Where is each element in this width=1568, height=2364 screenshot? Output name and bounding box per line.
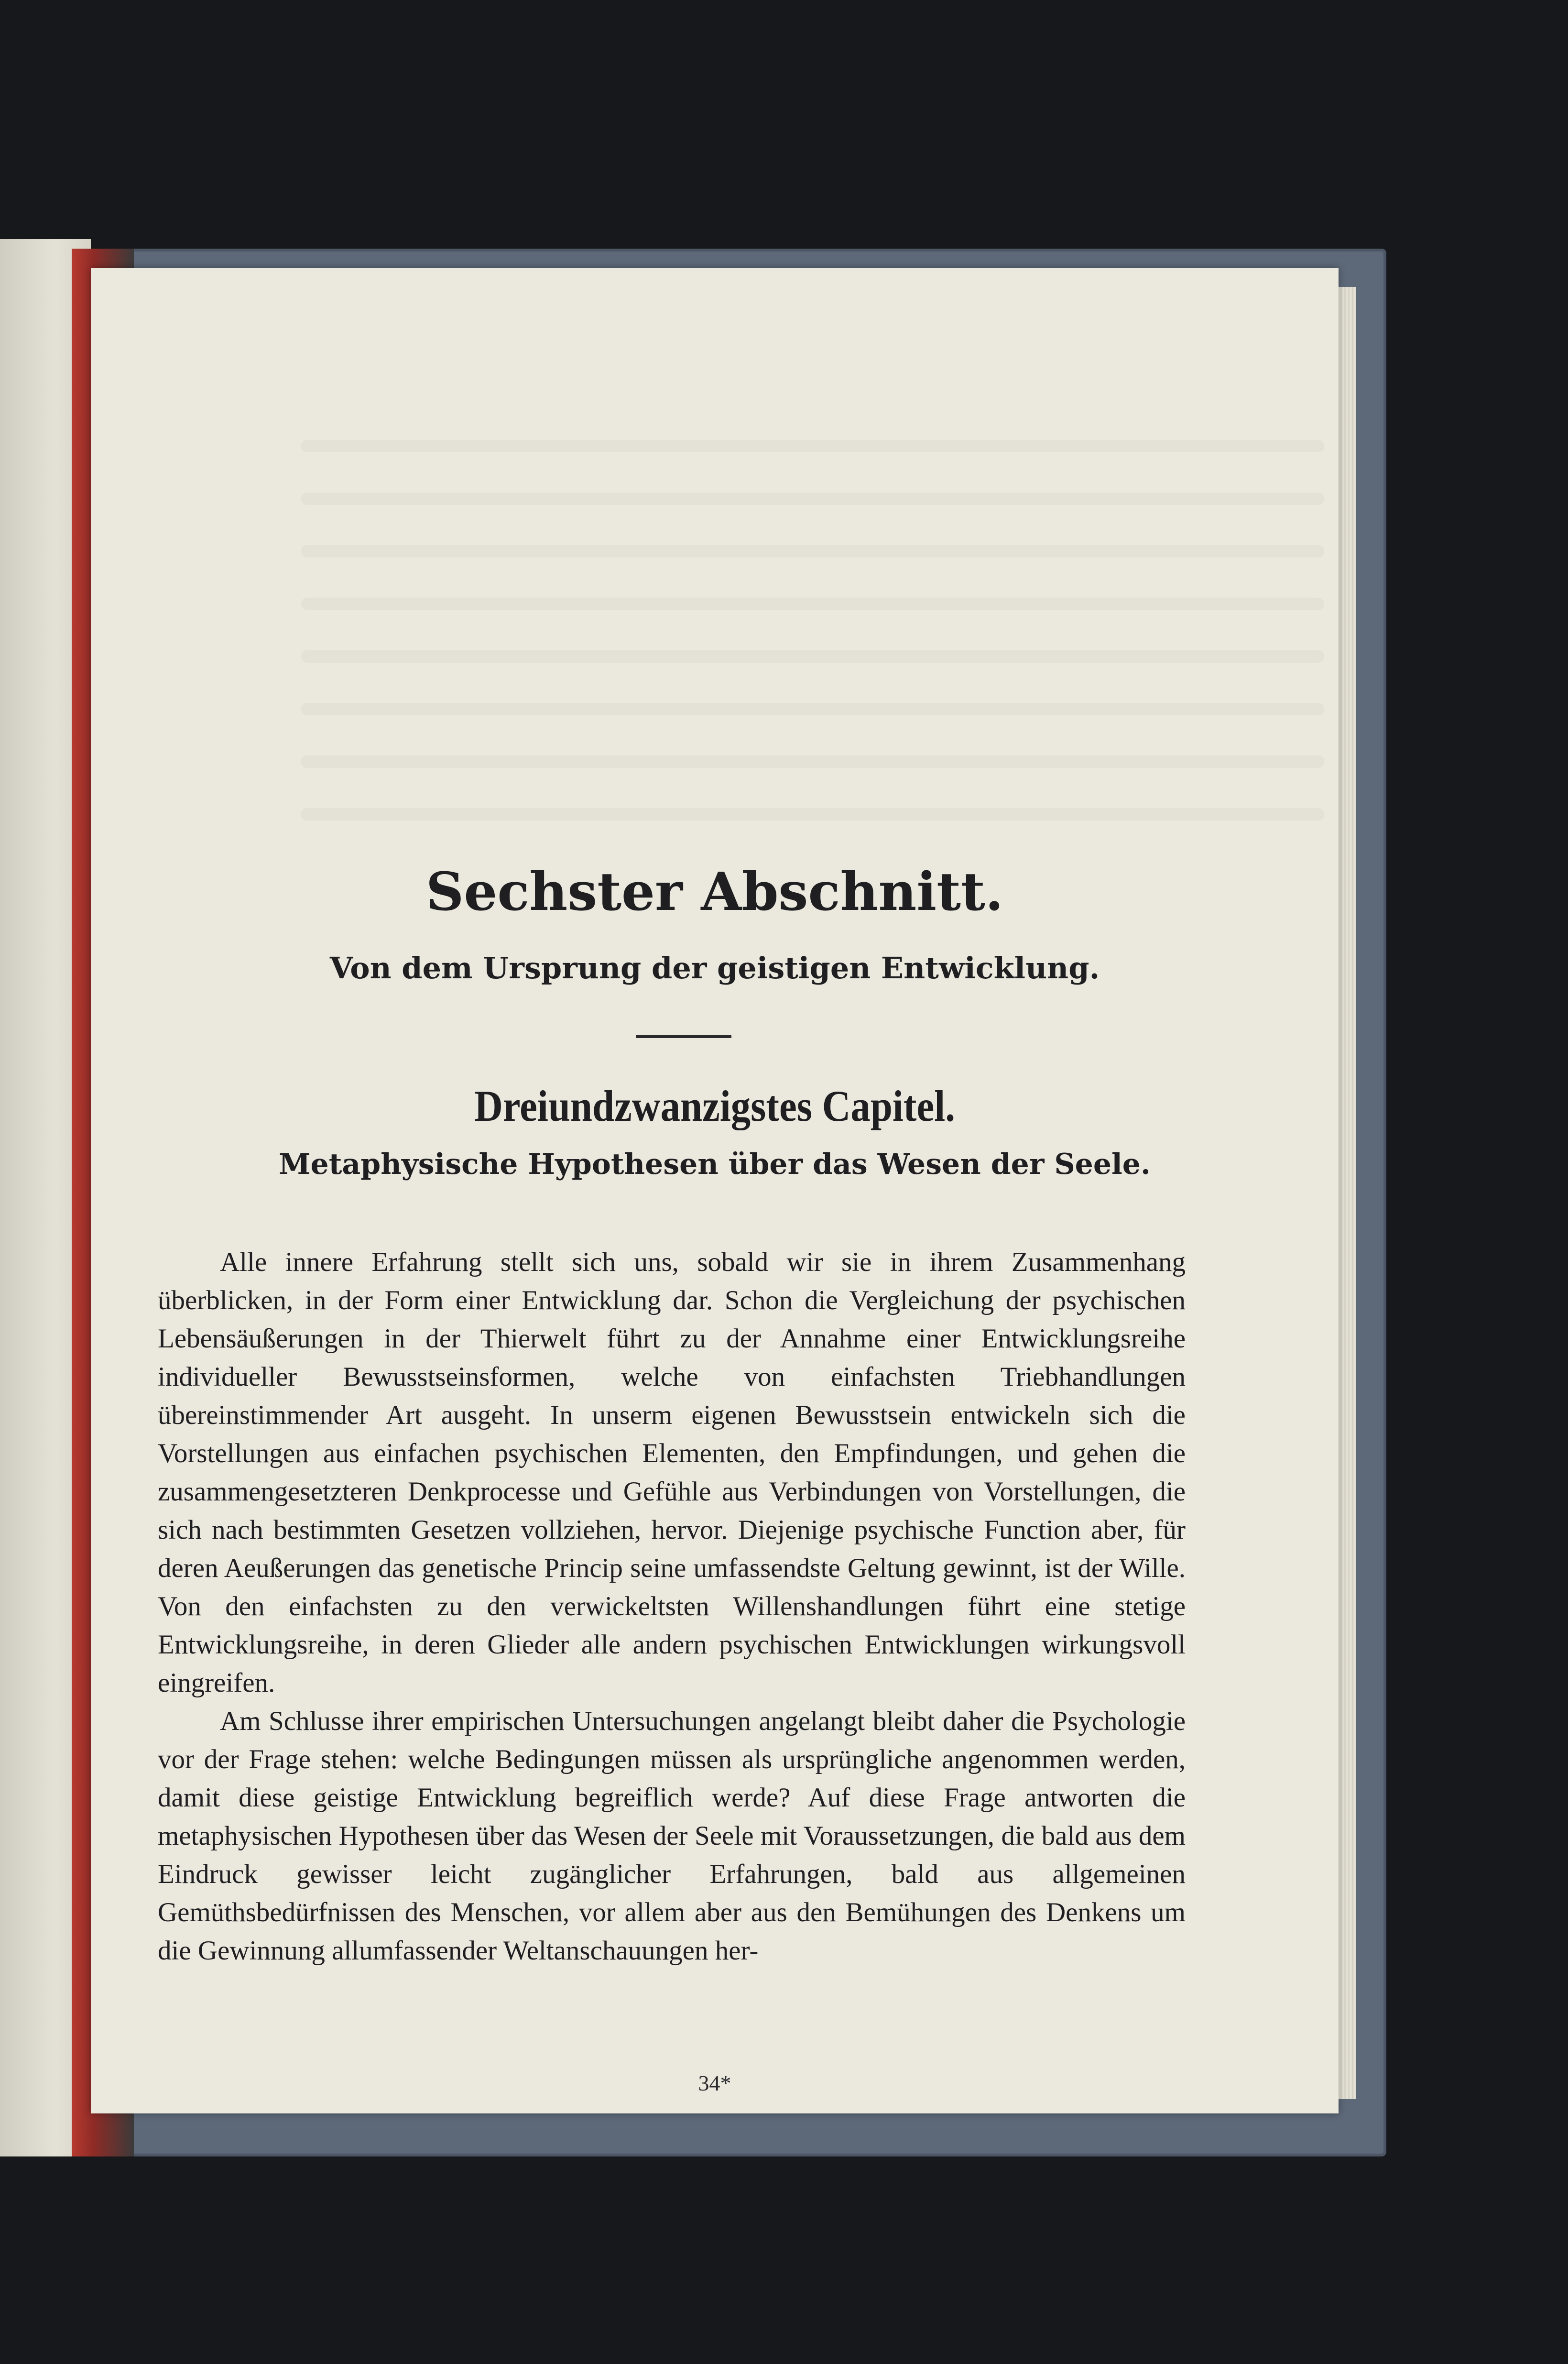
bleed-through-line xyxy=(301,755,1324,768)
bleed-through-line xyxy=(301,650,1324,663)
bleed-through-line xyxy=(301,545,1324,558)
bleed-through-line xyxy=(301,598,1324,610)
bleed-through-line xyxy=(301,808,1324,821)
divider-rule xyxy=(636,1035,731,1038)
bleed-through-line xyxy=(301,492,1324,505)
bleed-through-line xyxy=(301,440,1324,452)
chapter-title: Dreiundzwanzigstes Capitel. xyxy=(474,1082,955,1130)
section-subtitle: Von dem Ursprung der geistigen Entwicklung. xyxy=(329,951,1100,985)
paragraph: Am Schlusse ihrer empirischen Untersuchungen angelangt bleibt daher die Psychologie vor der Frage stehen: welche Bedingungen müssen als ursprüngliche angenommen werden, damit diese geistige Entwicklung begreiflich werde? Auf diese Frage antworten die metaphysischen Hypothesen über das Wesen der Seele mit Voraussetzungen, die bald aus dem Eindruck gewisser leicht zugänglicher Erfahrungen, bald aus allgemeinen Gemüthsbedürfnissen des Menschen, vor allem aber aus den Bemühungen des Denkens um die Gewinnung allumfassender Weltanschauungen her- xyxy=(158,1706,1186,1966)
section-title: Sechster Abschnitt. xyxy=(425,861,1004,922)
chapter-subtitle: Metaphysische Hypothesen über das Wesen der Seele. xyxy=(279,1148,1151,1181)
body-text xyxy=(158,1243,1186,1970)
paragraph: Alle innere Erfahrung stellt sich uns, sobald wir sie in ihrem Zusammenhang überblicken, in der Form einer Entwicklung dar. Schon die Vergleichung der psychischen Lebensäußerungen in der Thierwelt führt zu der Annahme einer Entwicklungsreihe individueller Bewusstseinsformen, welche von einfachsten Triebhandlungen übereinstimmender Art ausgeht. In unserm eigenen Bewusstsein entwickeln sich die Vorstellungen aus einfachen psychischen Elementen, den Empfindungen, und gehen die zusammengesetzteren Denkprocesse und Gefühle aus Verbindungen von Vorstellungen, die sich nach bestimmten Gesetzen vollziehen, hervor. Diejenige psychische Function aber, für deren Aeußerungen das genetische Princip seine umfassendste Geltung gewinnt, ist der Wille. Von den einfachsten zu den verwickeltsten Willenshandlungen führt eine stetige Entwicklungsreihe, in deren Glieder alle andern psychischen Entwicklungen wirkungsvoll eingreifen. xyxy=(158,1247,1186,1698)
bleed-through-line xyxy=(301,703,1324,715)
page-number: 34* xyxy=(698,2071,731,2095)
